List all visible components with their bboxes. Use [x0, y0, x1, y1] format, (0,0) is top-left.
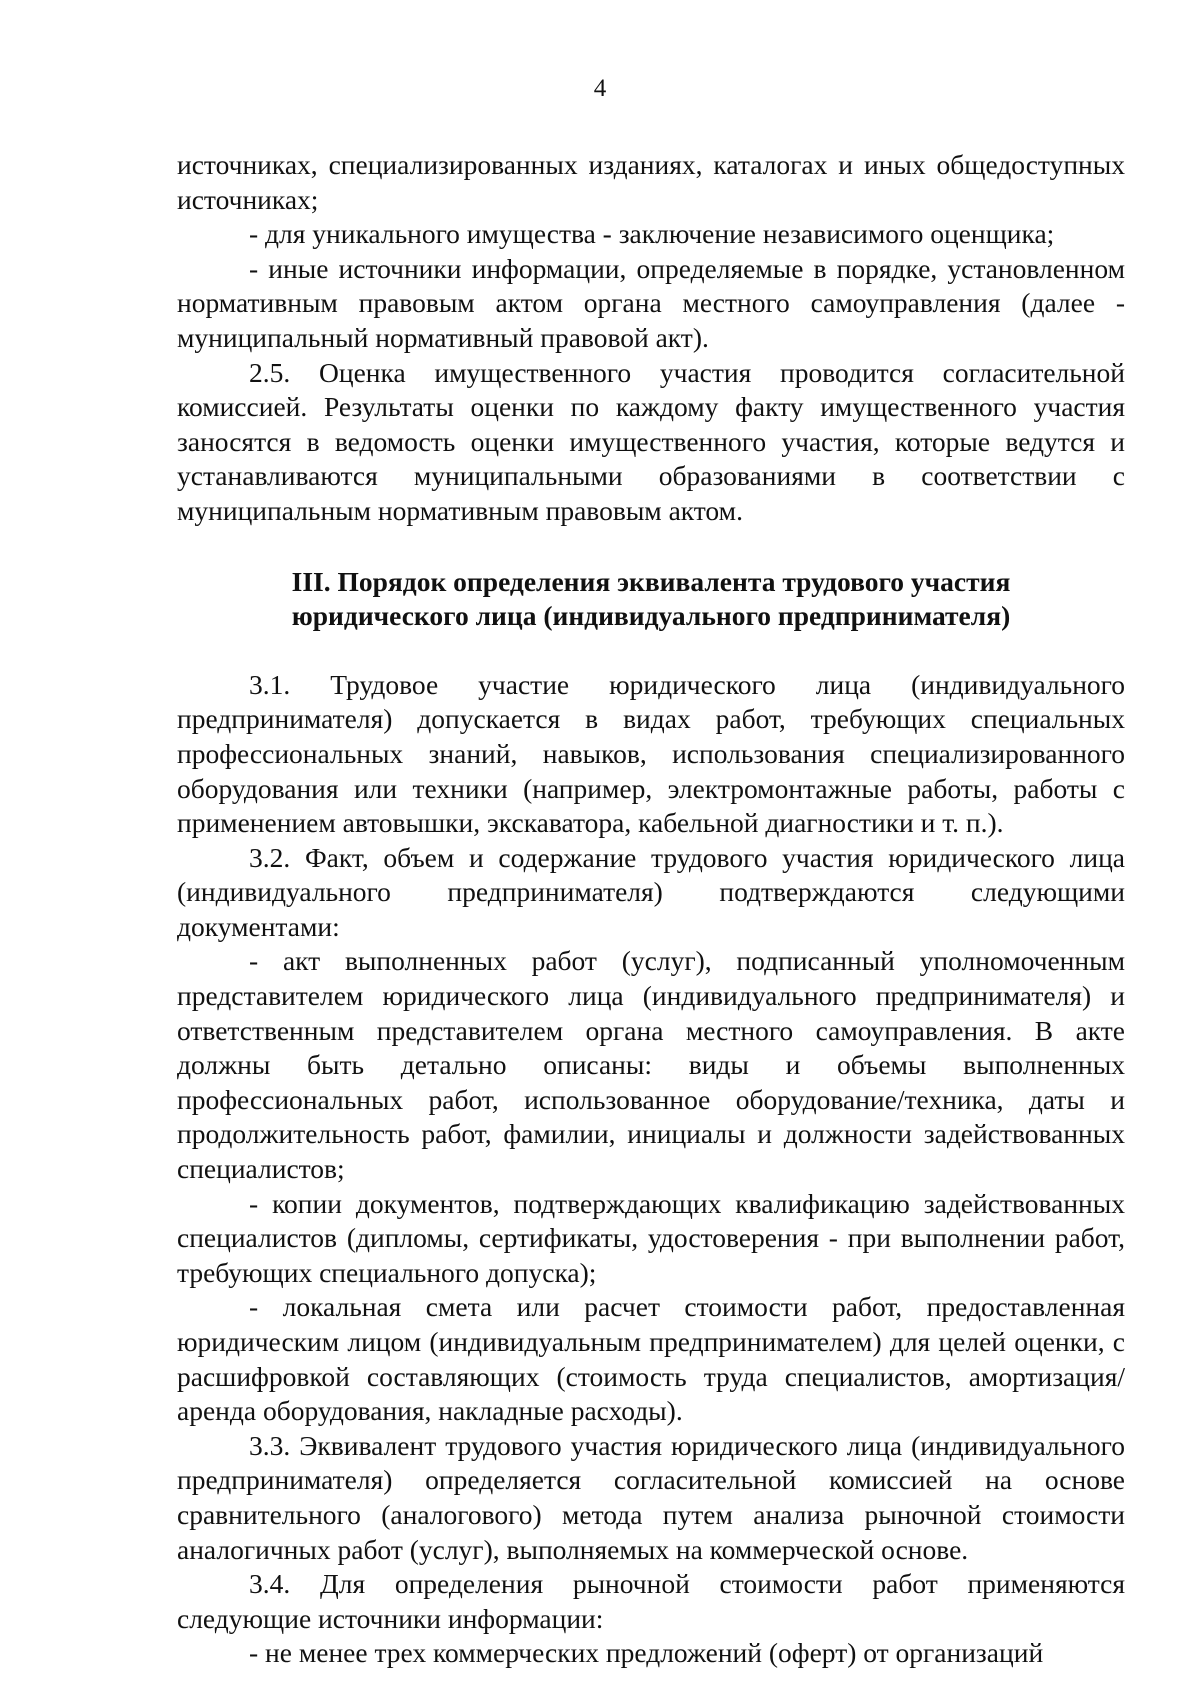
section-heading-line-1: III. Порядок определения эквивалента трудового участия: [291, 565, 1011, 597]
paragraph-clause-3-4: 3.4. Для определения рыночной стоимости работ применяются следующие источники информации:: [177, 1568, 1125, 1634]
paragraph-clause-2-5: 2.5. Оценка имущественного участия проводится согласительной комиссией. Результаты оценки по каждому факту имущественного участия заносятся в ведомость оценки имущественного участия, которые ведутся и устанавливаются муниципальными образованиями в соответствии с муниципальным нормативным правовым актом.: [177, 356, 1125, 526]
paragraph-clause-3-3: 3.3. Эквивалент трудового участия юридического лица (индивидуального предпринимателя) определяется согласительной комиссией на основе сравнительного (аналогового) метода путем анализа рыночной стоимости аналогичных работ (услуг), выполняемых на коммерческой основе.: [177, 1429, 1125, 1565]
paragraph-list-item: - для уникального имущества - заключение независимого оценщика;: [249, 218, 1055, 250]
paragraph-list-item: - не менее трех коммерческих предложений (оферт) от организаций: [249, 1637, 1044, 1669]
paragraph-clause-3-2: 3.2. Факт, объем и содержание трудового участия юридического лица (индивидуального предпринимателя) подтверждаются следующими документами:: [177, 841, 1125, 942]
paragraph-list-item: - акт выполненных работ (услуг), подписанный уполномоченным представителем юридического лица (индивидуального предпринимателя) и ответственным представителем органа местного самоуправления. В акте должны быть детально описаны: виды и объемы выполненных профессиональных работ, использованное оборудование/техника, даты и продолжительность работ, фамилии, инициалы и должности задействованных специалистов;: [177, 945, 1125, 1185]
paragraph-list-item: - локальная смета или расчет стоимости работ, предоставленная юридическим лицом (индивидуальным предпринимателем) для целей оценки, с расшифровкой составляющих (стоимость труда специалистов, амортизация/аренда оборудования, накладные расходы).: [177, 1291, 1125, 1427]
paragraph-continuation: источниках, специализированных изданиях, каталогах и иных общедоступных источниках;: [177, 149, 1125, 215]
paragraph-clause-3-1: 3.1. Трудовое участие юридического лица (индивидуального предпринимателя) допускается в видах работ, требующих специальных профессиональных знаний, навыков, использования специализированного оборудования или техники (например, электромонтажные работы, работы с применением автовышки, экскаватора, кабельной диагностики и т. п.).: [177, 668, 1125, 839]
section-heading: [177, 565, 1125, 634]
paragraph-list-item: - копии документов, подтверждающих квалификацию задействованных специалистов (дипломы, сертификаты, удостоверения - при выполнении работ, требующих специального допуска);: [177, 1187, 1125, 1288]
section-heading-line-2: юридического лица (индивидуального предпринимателя): [291, 600, 1011, 632]
page-number: 4: [593, 75, 607, 102]
paragraph-list-item: - иные источники информации, определяемые в порядке, установленном нормативным правовым актом органа местного самоуправления (далее - муниципальный нормативный правовой акт).: [177, 252, 1125, 353]
document-body: [177, 148, 1125, 1671]
